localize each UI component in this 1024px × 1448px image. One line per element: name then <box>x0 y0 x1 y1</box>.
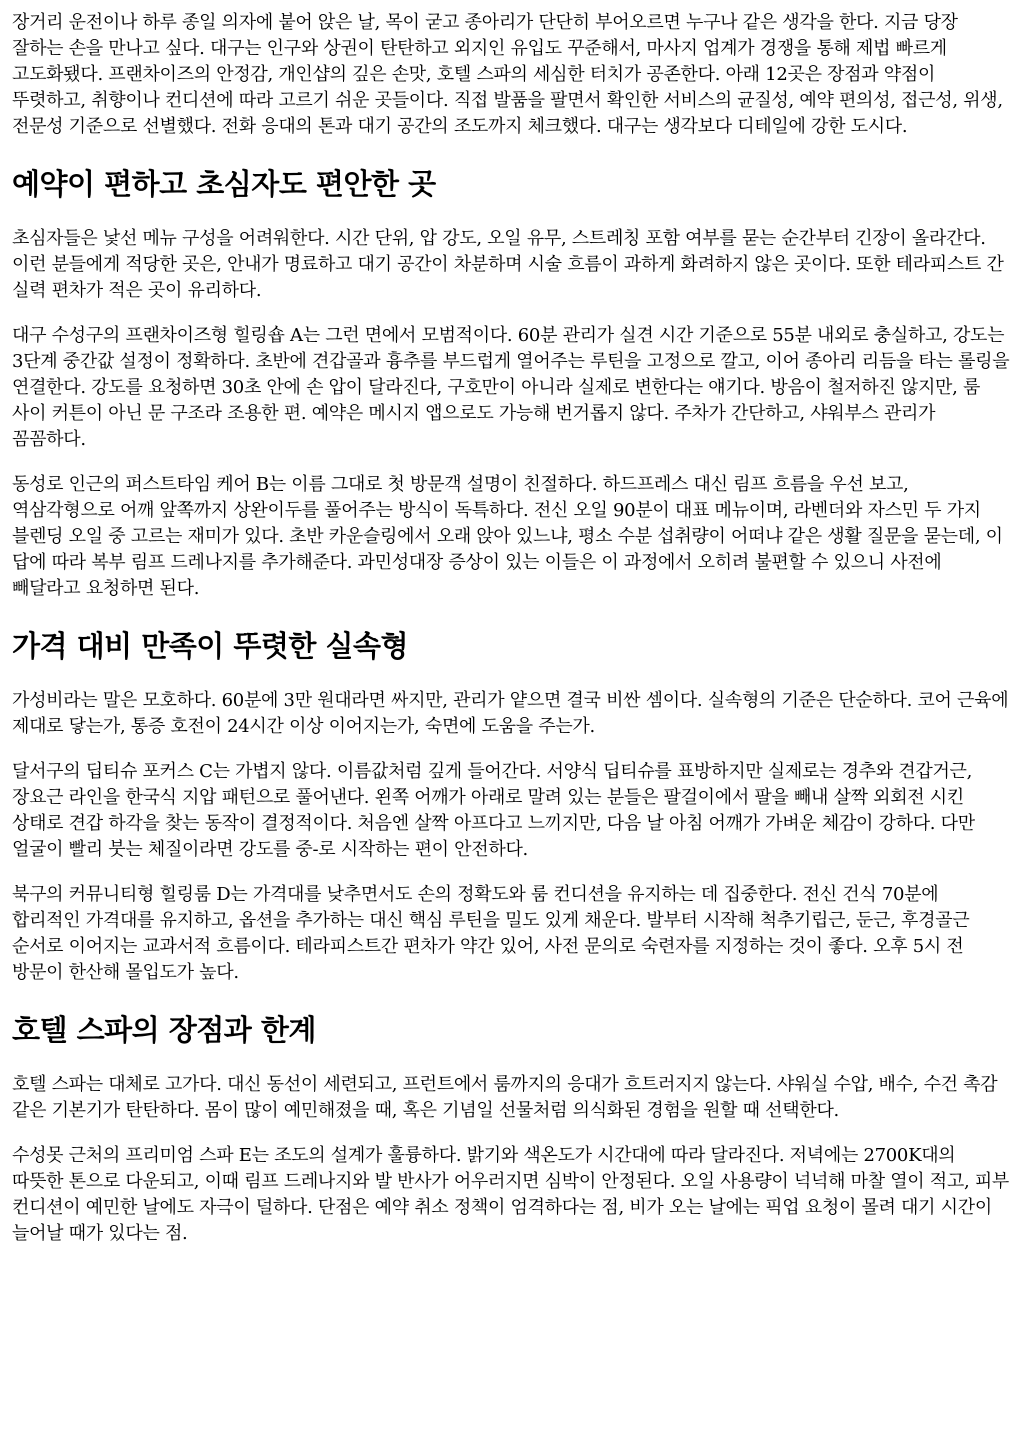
paragraph-shop-e: 수성못 근처의 프리미엄 스파 E는 조도의 설계가 훌륭하다. 밝기와 색온도가 시간대에 따라 달라진다. 저녁에는 2700K대의 따뜻한 톤으로 다운되고, 이때 림프 드레나지와 발 반사가 어우러지면 심박이 안정된다. 오일 사용량이 넉넉해 마찰 열이 적고, 피부 컨디션이 예민한 날에도 자극이 덜하다. 단점은 예약 취소 정책이 엄격하다는 점, 비가 오는 날에는 픽업 요청이 몰려 대기 시간이 늘어날 때가 있다는 점. <box>12 1145 1010 1244</box>
section-heading-beginner-friendly: 예약이 편하고 초심자도 편안한 곳 <box>12 167 436 201</box>
paragraph: 초심자들은 낯선 메뉴 구성을 어려워한다. 시간 단위, 압 강도, 오일 유무, 스트레칭 포함 여부를 묻는 순간부터 긴장이 올라간다. 이런 분들에게 적당한 곳은, 안내가 명료하고 대기 공간이 차분하며 시술 흐름이 과하게 화려하지 않은 곳이다. 또한 테라피스트 간 실력 편차가 적은 곳이 유리하다. <box>12 228 1004 301</box>
section-heading-hotel-spa: 호텔 스파의 장점과 한계 <box>12 1013 316 1047</box>
paragraph-shop-d: 북구의 커뮤니티형 힐링룸 D는 가격대를 낮추면서도 손의 정확도와 룸 컨디션을 유지하는 데 집중한다. 전신 건식 70분에 합리적인 가격대를 유지하고, 옵션을 추가하는 대신 핵심 루틴을 밀도 있게 채운다. 발부터 시작해 척추기립근, 둔근, 후경골근 순서로 이어지는 교과서적 흐름이다. 테라피스트간 편차가 약간 있어, 사전 문의로 숙련자를 지정하는 것이 좋다. 오후 5시 전 방문이 한산해 몰입도가 높다. <box>12 884 970 983</box>
paragraph: 호텔 스파는 대체로 고가다. 대신 동선이 세련되고, 프런트에서 룸까지의 응대가 흐트러지지 않는다. 샤워실 수압, 배수, 수건 촉감 같은 기본기가 탄탄하다. 몸이 많이 예민해졌을 때, 혹은 기념일 선물처럼 의식화된 경험을 원할 때 선택한다. <box>12 1074 998 1121</box>
paragraph-shop-c: 달서구의 딥티슈 포커스 C는 가볍지 않다. 이름값처럼 깊게 들어간다. 서양식 딥티슈를 표방하지만 실제로는 경추와 견갑거근, 장요근 라인을 한국식 지압 패턴으로 풀어낸다. 왼쪽 어깨가 아래로 말려 있는 분들은 팔걸이에서 팔을 빼내 살짝 외회전 시킨 상태로 견갑 하각을 찾는 동작이 결정적이다. 처음엔 살짝 아프다고 느끼지만, 다음 날 아침 어깨가 가벼운 체감이 강하다. 다만 얼굴이 빨리 붓는 체질이라면 강도를 중-로 시작하는 편이 안전하다. <box>12 761 975 860</box>
paragraph-shop-b: 동성로 인근의 퍼스트타임 케어 B는 이름 그대로 첫 방문객 설명이 친절하다. 하드프레스 대신 림프 흐름을 우선 보고, 역삼각형으로 어깨 앞쪽까지 상완이두를 풀어주는 방식이 독특하다. 전신 오일 90분이 대표 메뉴이며, 라벤더와 자스민 두 가지 블렌딩 오일 중 고르는 재미가 있다. 초반 카운슬링에서 오래 앉아 있느냐, 평소 수분 섭취량이 어떠냐 같은 생활 질문을 묻는데, 이 답에 따라 복부 림프 드레나지를 추가해준다. 과민성대장 증상이 있는 이들은 이 과정에서 오히려 불편할 수 있으니 사전에 빼달라고 요청하면 된다. <box>12 474 1003 599</box>
paragraph: 가성비라는 말은 모호하다. 60분에 3만 원대라면 싸지만, 관리가 얕으면 결국 비싼 셈이다. 실속형의 기준은 단순하다. 코어 근육에 제대로 닿는가, 통증 호전이 24시간 이상 이어지는가, 숙면에 도움을 주는가. <box>12 690 1009 737</box>
section-heading-value: 가격 대비 만족이 뚜렷한 실속형 <box>12 629 409 663</box>
intro-paragraph: 장거리 운전이나 하루 종일 의자에 붙어 앉은 날, 목이 굳고 종아리가 단단히 부어오르면 누구나 같은 생각을 한다. 지금 당장 잘하는 손을 만나고 싶다. 대구는 인구와 상권이 탄탄하고 외지인 유입도 꾸준해서, 마사지 업계가 경쟁을 통해 제법 빠르게 고도화됐다. 프랜차이즈의 안정감, 개인샵의 깊은 손맛, 호텔 스파의 세심한 터치가 공존한다. 아래 12곳은 장점과 약점이 뚜렷하고, 취향이나 컨디션에 따라 고르기 쉬운 곳들이다. 직접 발품을 팔면서 확인한 서비스의 균질성, 예약 편의성, 접근성, 위생, 전문성 기준으로 선별했다. 전화 응대의 톤과 대기 공간의 조도까지 체크했다. 대구는 생각보다 디테일에 강한 도시다. <box>12 12 1003 137</box>
paragraph-shop-a: 대구 수성구의 프랜차이즈형 힐링숍 A는 그런 면에서 모범적이다. 60분 관리가 실견 시간 기준으로 55분 내외로 충실하고, 강도는 3단계 중간값 설정이 정확하다. 초반에 견갑골과 흉추를 부드럽게 열어주는 루틴을 고정으로 깔고, 이어 종아리 리듬을 타는 롤링을 연결한다. 강도를 요청하면 30초 안에 손 압이 달라진다, 구호만이 아니라 실제로 변한다는 얘기다. 방음이 철저하진 않지만, 룸 사이 커튼이 아닌 문 구조라 조용한 편. 예약은 메시지 앱으로도 가능해 번거롭지 않다. 주차가 간단하고, 샤워부스 관리가 꼼꼼하다. <box>12 325 1010 450</box>
